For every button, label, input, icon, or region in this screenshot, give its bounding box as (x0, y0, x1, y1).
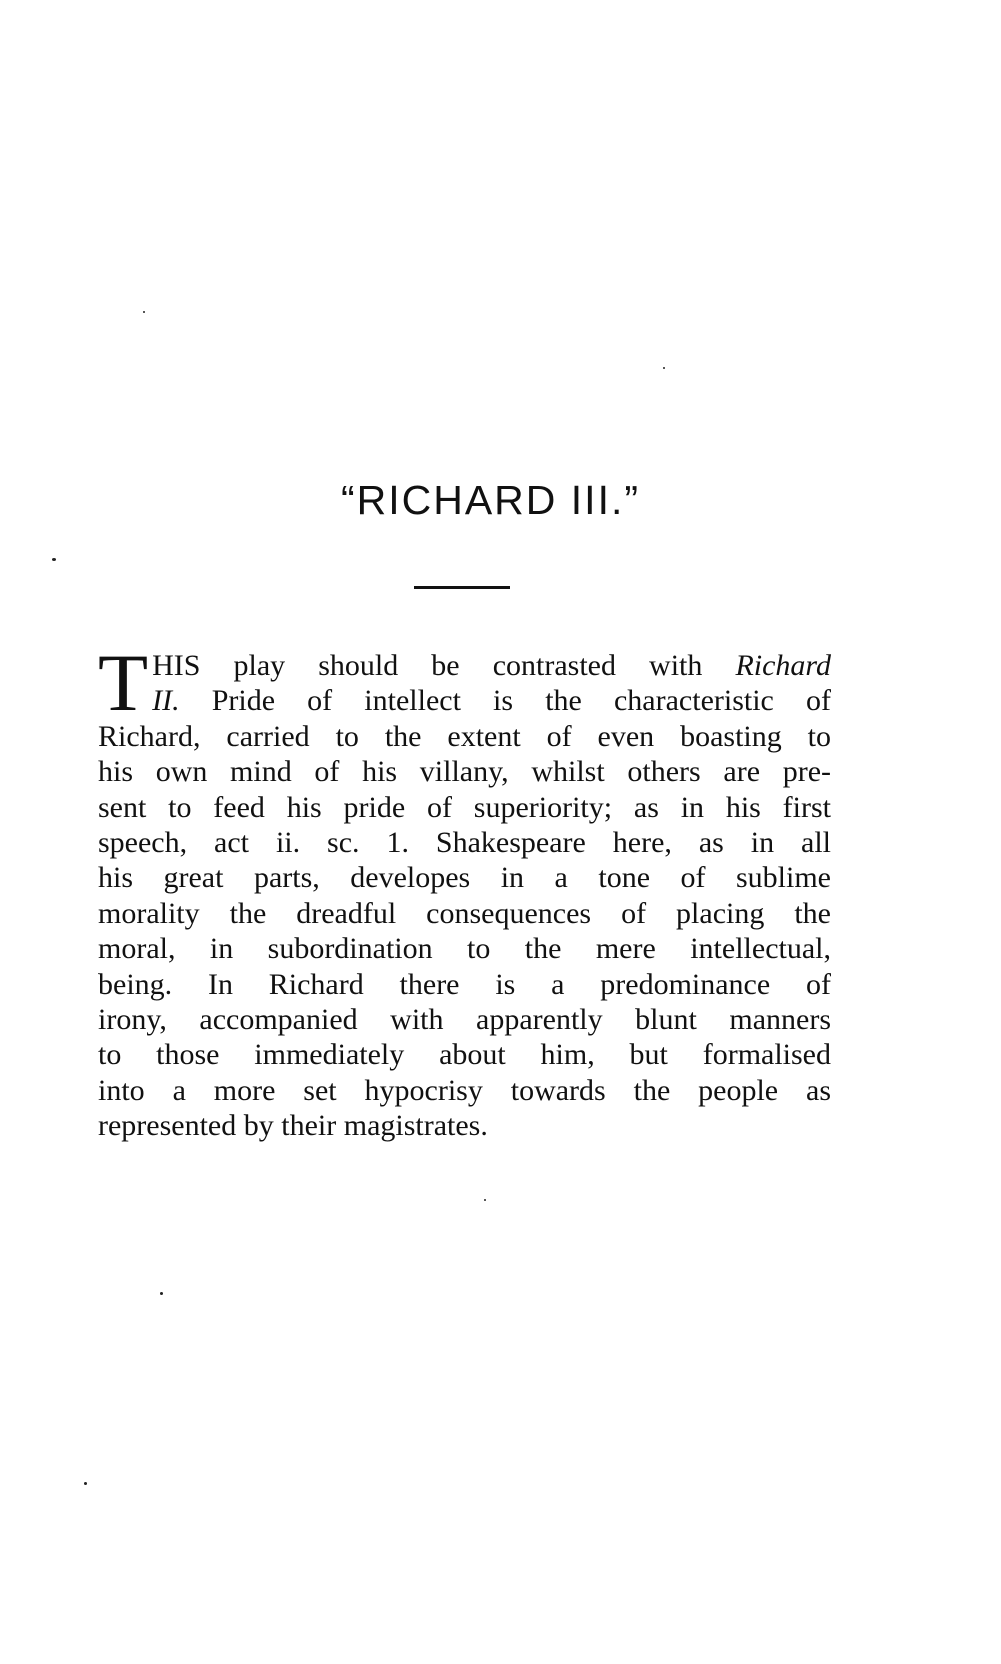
scan-speck (663, 367, 665, 369)
text-line: sent to feed his pride of superiority; as in his first (98, 790, 831, 824)
text-line: HIS play should be contrasted with Richard (152, 649, 831, 682)
text-line: his own mind of his villany, whilst others are pre- (98, 755, 831, 789)
drop-cap: T (98, 637, 149, 728)
text-line: into a more set hypocrisy towards the people as (98, 1073, 831, 1107)
text-line: moral, in subordination to the mere intellectual, (98, 932, 831, 966)
scan-speck (484, 1199, 486, 1201)
chapter-title (0, 477, 1001, 523)
chapter-title-text: “RICHARD III.” (340, 477, 641, 523)
text-line: represented by their magistrates. (98, 1109, 488, 1143)
text-line: Richard, carried to the extent of even boasting to (98, 719, 831, 753)
text-line: to those immediately about him, but formalised (98, 1038, 831, 1072)
text-line: irony, accompanied with apparently blunt manners (98, 1002, 831, 1036)
scan-speck (84, 1482, 87, 1485)
text-line: his great parts, developes in a tone of sublime (98, 861, 831, 895)
scan-speck (143, 311, 145, 313)
text-line: morality the dreadful consequences of placing the (98, 896, 831, 930)
scan-speck (52, 558, 56, 561)
scan-speck (160, 1292, 163, 1295)
text-line: II. Pride of intellect is the characteristic of (152, 684, 831, 718)
title-rule (414, 586, 510, 589)
text-line: speech, act ii. sc. 1. Shakespeare here, as in all (98, 825, 831, 859)
text-line: being. In Richard there is a predominance of (98, 967, 831, 1001)
body-paragraph (98, 637, 831, 1143)
